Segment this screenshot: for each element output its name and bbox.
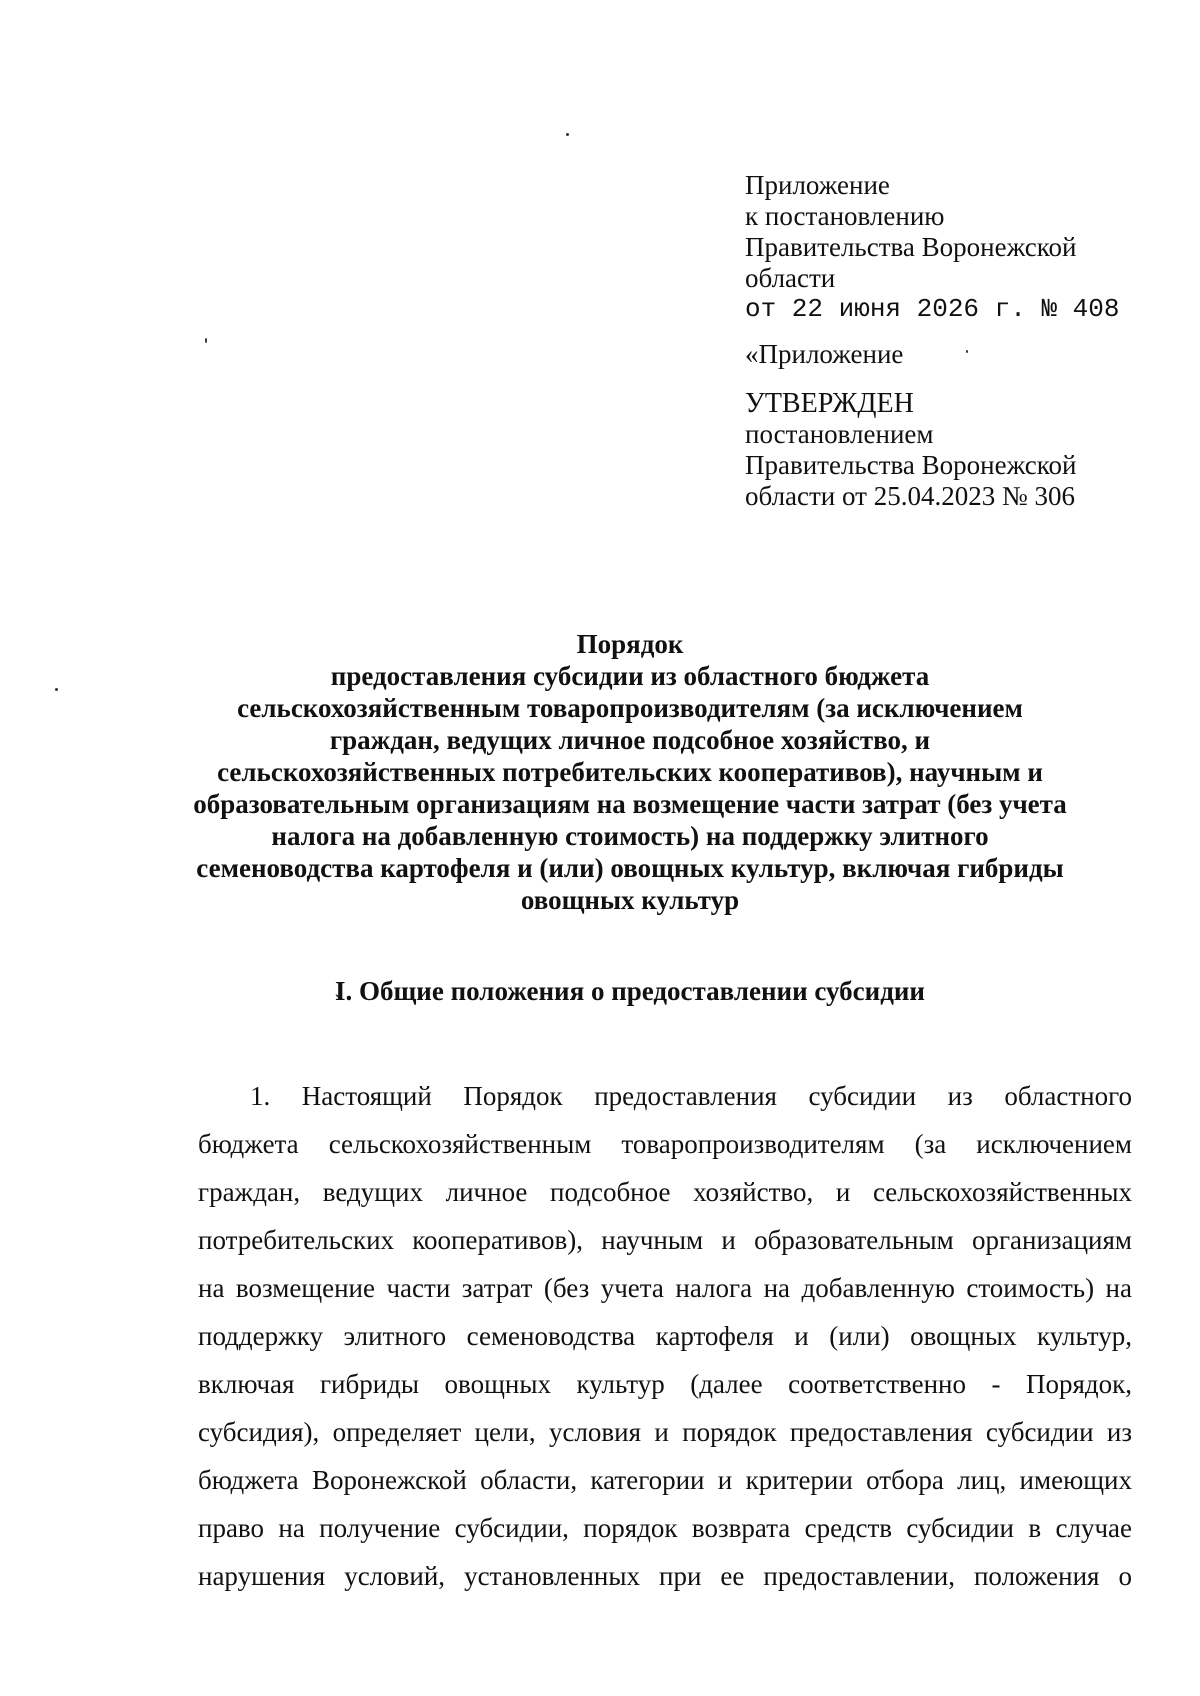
document-title: [150, 628, 1110, 916]
body-line: поддержку элитного семеноводства картофеля и (или) овощных культур,: [198, 1321, 1132, 1351]
title-line: предоставления субсидии из областного бюджета: [330, 661, 930, 691]
approved-resolution: постановлением: [745, 419, 934, 449]
body-line: на возмещение части затрат (без учета налога на добавленную стоимость) на: [198, 1273, 1132, 1303]
body-line: граждан, ведущих личное подсобное хозяйство, и сельскохозяйственных: [198, 1177, 1132, 1207]
appendix-quoted-label: «Приложение: [745, 339, 904, 369]
scan-speck: [566, 133, 569, 136]
scan-speck: [55, 688, 58, 691]
body-line: бюджета Воронежской области, категории и критерии отбора лиц, имеющих: [198, 1465, 1132, 1495]
title-line: граждан, ведущих личное подсобное хозяйство, и: [329, 725, 931, 755]
appendix-resolution: к постановлению: [745, 201, 945, 231]
body-line: включая гибриды овощных культур (далее соответственно - Порядок,: [198, 1369, 1132, 1399]
appendix-region: области: [745, 263, 836, 293]
scan-speck: [205, 338, 207, 343]
approved-region-date: области от 25.04.2023 № 306: [745, 481, 1075, 511]
approved-government: Правительства Воронежской: [745, 450, 1077, 480]
title-line: Порядок: [576, 629, 684, 659]
section-heading: I. Общие положения о предоставлении субсидии: [335, 976, 925, 1006]
body-line: бюджета сельскохозяйственным товаропроизводителям (за исключением: [198, 1129, 1132, 1159]
title-line: образовательным организациям на возмещение части затрат (без учета: [193, 789, 1067, 819]
appendix-government: Правительства Воронежской: [745, 232, 1077, 262]
title-line: налога на добавленную стоимость) на поддержку элитного: [271, 821, 989, 851]
body-line: субсидия), определяет цели, условия и порядок предоставления субсидии из: [198, 1417, 1132, 1447]
title-line: сельскохозяйственных потребительских кооперативов), научным и: [217, 757, 1043, 787]
body-line: потребительских кооперативов), научным и образовательным организациям: [198, 1225, 1132, 1255]
appendix-block: [745, 170, 1165, 512]
title-line: семеноводства картофеля и (или) овощных культур, включая гибриды: [196, 853, 1064, 883]
body-line: нарушения условий, установленных при ее предоставлении, положения о: [198, 1561, 1132, 1591]
approved-stamp: УТВЕРЖДЕН: [745, 388, 914, 419]
appendix-label: Приложение: [745, 170, 890, 200]
body-line: право на получение субсидии, порядок возврата средств субсидии в случае: [198, 1513, 1132, 1543]
body-paragraph: [198, 1072, 1132, 1600]
title-line: овощных культур: [520, 885, 740, 915]
appendix-date-number: от 22 июня 2026 г. № 408: [745, 294, 1120, 324]
title-line: сельскохозяйственным товаропроизводителям (за исключением: [237, 693, 1023, 723]
body-line: 1. Настоящий Порядок предоставления субсидии из областного: [250, 1081, 1132, 1111]
